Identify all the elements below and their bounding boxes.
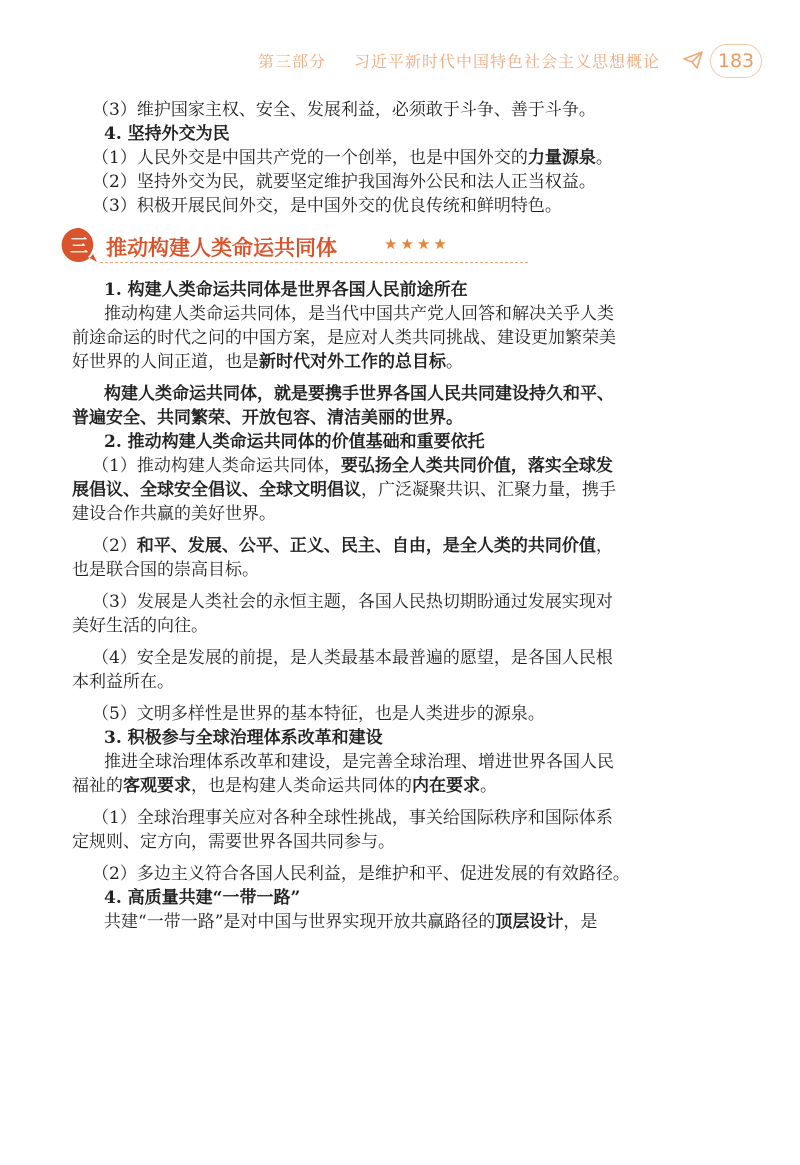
subheading xyxy=(72,430,708,454)
paragraph-line: 建设合作共赢的美好世界。 xyxy=(72,504,276,524)
paragraph-line xyxy=(72,478,708,502)
paragraph-line xyxy=(72,406,708,430)
text: ， xyxy=(595,536,613,556)
paragraph: （2）坚持外交为民，就要坚定维护我国海外公民和法人正当权益。 xyxy=(92,172,596,192)
subheading xyxy=(72,726,708,750)
paragraph-line: 前途命运的时代之问的中国方案，是应对人类共同挑战、建设更加繁荣美 xyxy=(72,328,616,348)
header-part: 第三部分 xyxy=(258,52,327,71)
emphasis: 内在要求 xyxy=(412,776,480,796)
paragraph-line xyxy=(72,534,708,558)
emphasis: 客观要求 xyxy=(123,776,191,796)
subheading-text: 4. 高质量共建“一带一路” xyxy=(104,888,301,908)
subheading xyxy=(72,278,708,302)
subheading-text: 1. 构建人类命运共同体是世界各国人民前途所在 xyxy=(104,280,468,300)
emphasis: 新时代对外工作的总目标 xyxy=(259,352,446,372)
paragraph-line: （4）安全是发展的前提，是人类最基本最普遍的愿望，是各国人民根 xyxy=(92,648,613,668)
page-number: 183 xyxy=(710,44,762,78)
text: ，广泛凝聚共识、汇聚力量，携手 xyxy=(361,480,616,500)
paragraph-line xyxy=(72,454,708,478)
paragraph-line: 定规则、定方向，需要世界各国共同参与。 xyxy=(72,832,395,852)
section-title: 推动构建人类命运共同体 xyxy=(106,236,337,260)
paragraph: （2）多边主义符合各国人民利益，是维护和平、促进发展的有效路径。 xyxy=(92,864,630,884)
text: ，也是构建人类命运共同体的 xyxy=(191,776,412,796)
page-body xyxy=(72,98,708,934)
paragraph-line: 推进全球治理体系改革和建设，是完善全球治理、增进世界各国人民 xyxy=(104,752,614,772)
paragraph-line xyxy=(72,350,708,374)
emphasis: 普遍安全、共同繁荣、开放包容、清洁美丽的世界。 xyxy=(72,408,463,428)
paragraph: （3）积极开展民间外交，是中国外交的优良传统和鲜明特色。 xyxy=(92,196,562,216)
paragraph-line xyxy=(72,774,708,798)
paragraph-line: 美好生活的向往。 xyxy=(72,616,208,636)
text: 。 xyxy=(480,776,497,796)
subheading-text: 2. 推动构建人类命运共同体的价值基础和重要依托 xyxy=(104,432,485,452)
text: 。 xyxy=(446,352,463,372)
subheading xyxy=(72,122,708,146)
emphasis: 力量源泉 xyxy=(527,148,596,168)
subheading xyxy=(72,886,708,910)
paragraph xyxy=(72,146,708,170)
text: （1）推动构建人类命运共同体， xyxy=(92,456,341,476)
section-badge-icon xyxy=(60,226,98,264)
subheading-text: 3. 积极参与全球治理体系改革和建设 xyxy=(104,728,383,748)
emphasis: 和平、发展、公平、正义、民主、自由，是全人类的共同价值 xyxy=(136,536,596,556)
badge-label-text: 三 xyxy=(70,236,88,257)
subheading-text: 4. 坚持外交为民 xyxy=(104,124,230,144)
text: （2） xyxy=(92,536,137,556)
header-book-title: 习近平新时代中国特色社会主义思想概论 xyxy=(354,52,661,71)
text: 共建“一带一路”是对中国与世界实现开放共赢路径的 xyxy=(104,912,496,932)
page-header xyxy=(0,44,800,84)
paragraph-line xyxy=(72,910,708,934)
paragraph-line: （3）发展是人类社会的永恒主题，各国人民热切期盼通过发展实现对 xyxy=(92,592,613,612)
emphasis: 展倡议、全球安全倡议、全球文明倡议 xyxy=(72,480,361,500)
paragraph: （3）维护国家主权、安全、发展利益，必须敢于斗争、善于斗争。 xyxy=(92,100,596,120)
emphasis: 构建人类命运共同体，就是要携手世界各国人民共同建设持久和平、 xyxy=(104,384,614,404)
paragraph: （5）文明多样性是世界的基本特征，也是人类进步的源泉。 xyxy=(92,704,545,724)
badge-label xyxy=(70,236,88,257)
section-banner xyxy=(60,224,708,270)
text: （1）人民外交是中国共产党的一个创举，也是中国外交的 xyxy=(92,148,528,168)
paragraph-line: （1）全球治理事关应对各种全球性挑战，事关给国际秩序和国际体系 xyxy=(92,808,613,828)
paragraph-line: 也是联合国的崇高目标。 xyxy=(72,560,259,580)
paragraph-line: 推动构建人类命运共同体，是当代中国共产党人回答和解决关乎人类 xyxy=(104,304,614,324)
text: 。 xyxy=(595,148,613,168)
text: ，是 xyxy=(563,912,598,932)
section-stars: ★★★★ xyxy=(384,235,450,253)
section-underline xyxy=(100,262,528,263)
emphasis: 要弘扬全人类共同价值，落实全球发 xyxy=(340,456,613,476)
text: 好世界的人间正道，也是 xyxy=(72,352,259,372)
paragraph-line: 本利益所在。 xyxy=(72,672,174,692)
header-text xyxy=(258,49,660,72)
text: 福祉的 xyxy=(72,776,123,796)
emphasis: 顶层设计 xyxy=(495,912,564,932)
paragraph-line xyxy=(72,382,708,406)
paper-plane-icon xyxy=(682,50,704,70)
